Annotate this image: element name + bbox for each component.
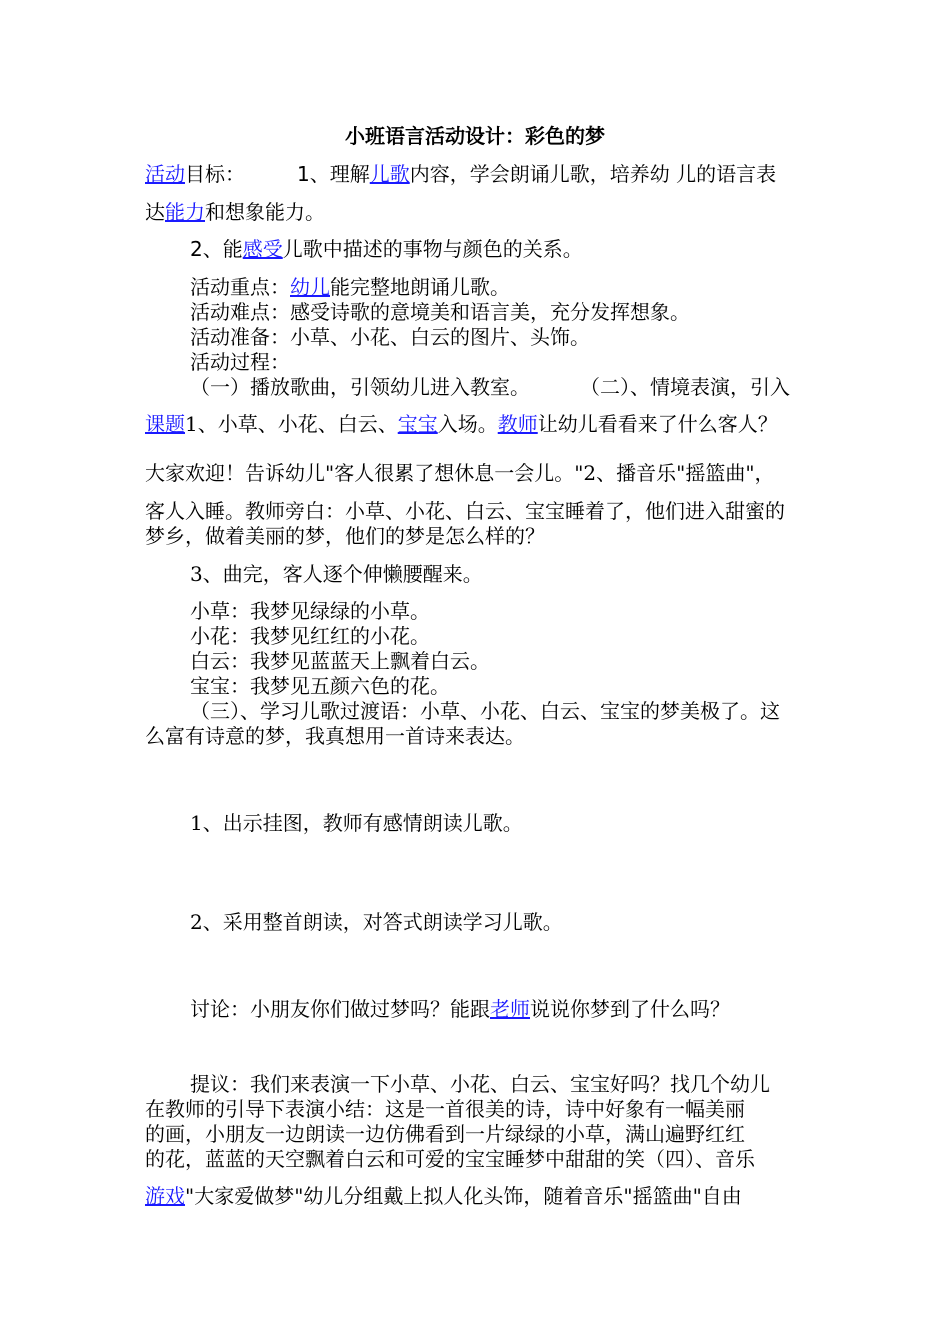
key-point-line: 活动重点：幼儿能完整地朗诵儿歌。	[190, 275, 510, 299]
goal-line-2: 达能力和想象能力。	[145, 200, 325, 224]
goal-line-1: 活动目标： 1、理解儿歌内容，学会朗诵儿歌，培养幼 儿的语言表	[145, 162, 777, 186]
difficulty-line: 活动难点：感受诗歌的意境美和语言美，充分发挥想象。	[190, 300, 690, 324]
step-recite: 2、采用整首朗读，对答式朗读学习儿歌。	[190, 910, 563, 934]
process-step-3: 3、曲完，客人逐个伸懒腰醒来。	[190, 562, 483, 586]
process-step-1: （一）播放歌曲，引领幼儿进入教室。 （二）、情境表演，引入	[190, 375, 790, 399]
preparation-line: 活动准备：小草、小花、白云的图片、头饰。	[190, 325, 590, 349]
link-toddler[interactable]: 幼儿	[290, 275, 330, 299]
dialogue-grass: 小草：我梦见绿绿的小草。	[190, 599, 430, 623]
narration-line-1: 客人入睡。教师旁白：小草、小花、白云、宝宝睡着了，他们进入甜蜜的	[145, 499, 785, 523]
discussion-line: 讨论：小朋友你们做过梦吗？能跟老师说说你梦到了什么吗？	[190, 997, 730, 1021]
section-3-line-1: （三）、学习儿歌过渡语：小草、小花、白云、宝宝的梦美极了。这	[190, 699, 780, 723]
suggestion-line-2: 在教师的引导下表演小结：这是一首很美的诗，诗中好象有一幅美丽	[145, 1097, 745, 1121]
process-step-2: 课题1、小草、小花、白云、宝宝入场。教师让幼儿看看来了什么客人？	[145, 412, 778, 436]
step-show-picture: 1、出示挂图，教师有感情朗读儿歌。	[190, 811, 523, 835]
link-game[interactable]: 游戏	[145, 1184, 185, 1208]
link-children-song[interactable]: 儿歌	[369, 162, 410, 186]
suggestion-line-1: 提议：我们来表演一下小草、小花、白云、宝宝好吗？找几个幼儿	[190, 1072, 770, 1096]
link-baby[interactable]: 宝宝	[397, 412, 438, 436]
link-topic[interactable]: 课题	[145, 412, 185, 436]
suggestion-line-4: 的花，蓝蓝的天空飘着白云和可爱的宝宝睡梦中甜甜的笑（四）、音乐	[145, 1147, 755, 1171]
link-feel[interactable]: 感受	[242, 237, 283, 261]
process-label: 活动过程：	[190, 350, 290, 374]
suggestion-line-3: 的画，小朋友一边朗读一边仿佛看到一片绿绿的小草，满山遍野红红	[145, 1122, 745, 1146]
link-activity[interactable]: 活动	[145, 162, 185, 186]
dialogue-flower: 小花：我梦见红红的小花。	[190, 624, 430, 648]
document-title: 小班语言活动设计：彩色的梦	[345, 124, 605, 148]
dialogue-baby: 宝宝：我梦见五颜六色的花。	[190, 674, 450, 698]
welcome-line: 大家欢迎！告诉幼儿"客人很累了想休息一会儿。"2、播音乐"摇篮曲"，	[145, 461, 775, 485]
link-ability[interactable]: 能力	[165, 200, 205, 224]
game-line: 游戏"大家爱做梦"幼儿分组戴上拟人化头饰，随着音乐"摇篮曲"自由	[145, 1184, 742, 1208]
link-teacher-2[interactable]: 老师	[490, 997, 530, 1021]
narration-line-2: 梦乡，做着美丽的梦，他们的梦是怎么样的？	[145, 524, 545, 548]
goal-line-3: 2、能感受儿歌中描述的事物与颜色的关系。	[190, 237, 583, 261]
link-teacher[interactable]: 教师	[497, 412, 538, 436]
dialogue-cloud: 白云：我梦见蓝蓝天上飘着白云。	[190, 649, 490, 673]
section-3-line-2: 么富有诗意的梦，我真想用一首诗来表达。	[145, 724, 525, 748]
